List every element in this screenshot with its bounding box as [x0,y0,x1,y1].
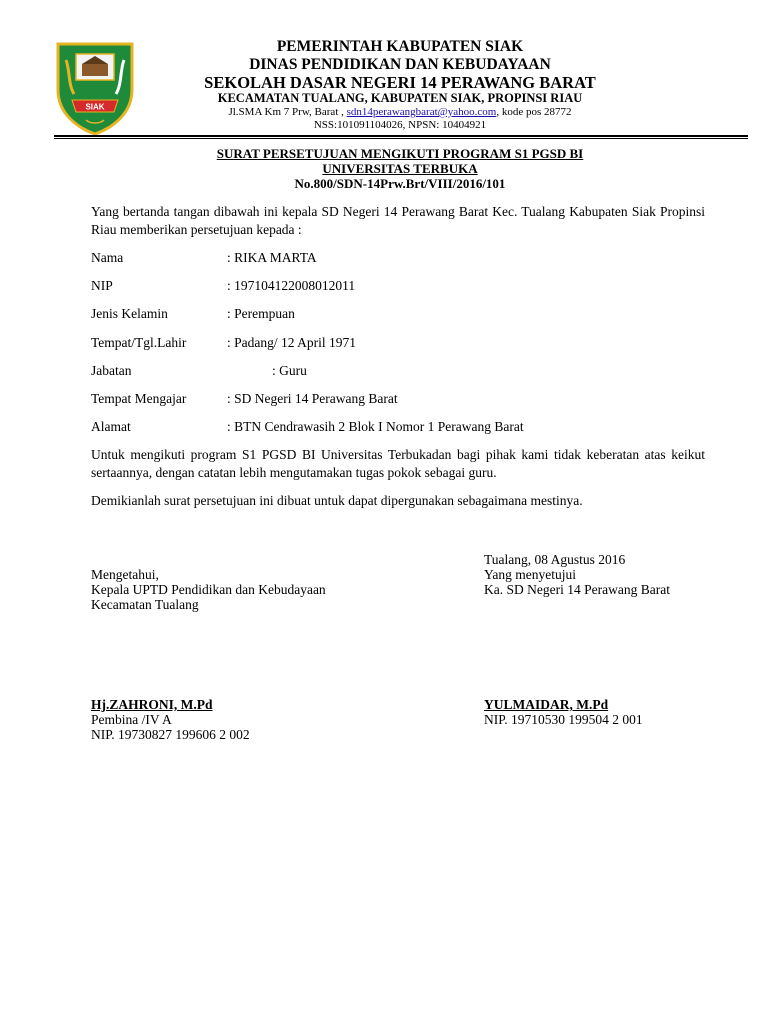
approver-title: Ka. SD Negeri 14 Perawang Barat [484,582,670,597]
email-link[interactable]: sdn14perawangbarat@yahoo.com [346,106,497,118]
field-value-jabatan: : Guru [272,363,307,378]
address-prefix: Jl.SMA Km 7 Prw, Barat , [228,106,347,118]
letterhead-rule-thick [54,135,748,137]
logo-lettering: SIAK [85,102,105,112]
letterhead-rule-thin [54,138,748,139]
letterhead-district: KECAMATAN TUALANG, KABUPATEN SIAK, PROPINSI RIAU [217,91,583,105]
letter-title-university: UNIVERSITAS TERBUKA [322,161,478,176]
field-value-alamat: : BTN Cendrawasih 2 Blok I Nomor 1 Perawang Barat [227,419,524,434]
logo-palace [82,64,108,76]
field-label-tempat-tgl-lahir: Tempat/Tgl.Lahir [91,335,187,350]
letterhead-government: PEMERINTAH KABUPATEN SIAK [276,38,524,55]
field-label-nip: NIP [91,278,113,293]
acknowledger-title: Kepala UPTD Pendidikan dan Kebudayaan [91,582,326,597]
field-value-nama: : RIKA MARTA [227,250,317,265]
acknowledger-office: Kecamatan Tualang [91,597,199,612]
field-label-alamat: Alamat [91,419,131,434]
siak-regency-logo [52,40,138,136]
approver-nip: NIP. 19710530 199504 2 001 [484,712,643,727]
letterhead-department: DINAS PENDIDIKAN DAN KEBUDAYAAN [249,56,551,73]
acknowledger-caption: Mengetahui, [91,567,159,582]
acknowledger-name: Hj.ZAHRONI, M.Pd [91,697,213,712]
field-label-nama: Nama [91,250,124,265]
field-label-jenis-kelamin: Jenis Kelamin [91,306,168,321]
letterhead-address [150,106,650,118]
acknowledger-rank: Pembina /IV A [91,712,172,727]
field-label-jabatan: Jabatan [91,363,132,378]
field-value-tempat-tgl-lahir: : Padang/ 12 April 1971 [227,335,356,350]
field-value-tempat-mengajar: : SD Negeri 14 Perawang Barat [227,391,398,406]
letter-title: SURAT PERSETUJUAN MENGIKUTI PROGRAM S1 PGSD BI [216,146,584,161]
closing-paragraph: Demikianlah surat persetujuan ini dibuat untuk dapat dipergunakan sebagaimana mestinya. [91,493,583,508]
approver-name: YULMAIDAR, M.Pd [484,697,609,712]
purpose-paragraph: Untuk mengikuti program S1 PGSD BI Universitas Terbukadan bagi pihak kami tidak keberatan atas keikut sertaannya, dengan catatan lebih mengutamakan tugas pokok sebagai guru. [91,447,705,480]
signature-date: Tualang, 08 Agustus 2016 [484,552,626,567]
intro-paragraph [91,203,705,239]
field-value-nip: : 197104122008012011 [227,278,356,293]
approver-caption: Yang menyetujui [484,567,577,582]
letter-number: No.800/SDN-14Prw.Brt/VIII/2016/101 [294,176,506,191]
field-value-jenis-kelamin: : Perempuan [227,306,295,321]
address-suffix: , kode pos 28772 [496,106,572,118]
letterhead-nss-npsn: NSS:101091104026, NPSN: 10404921 [313,119,487,131]
intro-text: Yang bertanda tangan dibawah ini kepala SD Negeri 14 Perawang Barat Kec. Tualang Kabupaten Siak Propinsi Riau memberikan persetujuan kepada : [91,204,705,237]
field-label-tempat-mengajar: Tempat Mengajar [91,391,187,406]
acknowledger-nip: NIP. 19730827 199606 2 002 [91,727,250,742]
letterhead-school: SEKOLAH DASAR NEGERI 14 PERAWANG BARAT [204,73,596,92]
